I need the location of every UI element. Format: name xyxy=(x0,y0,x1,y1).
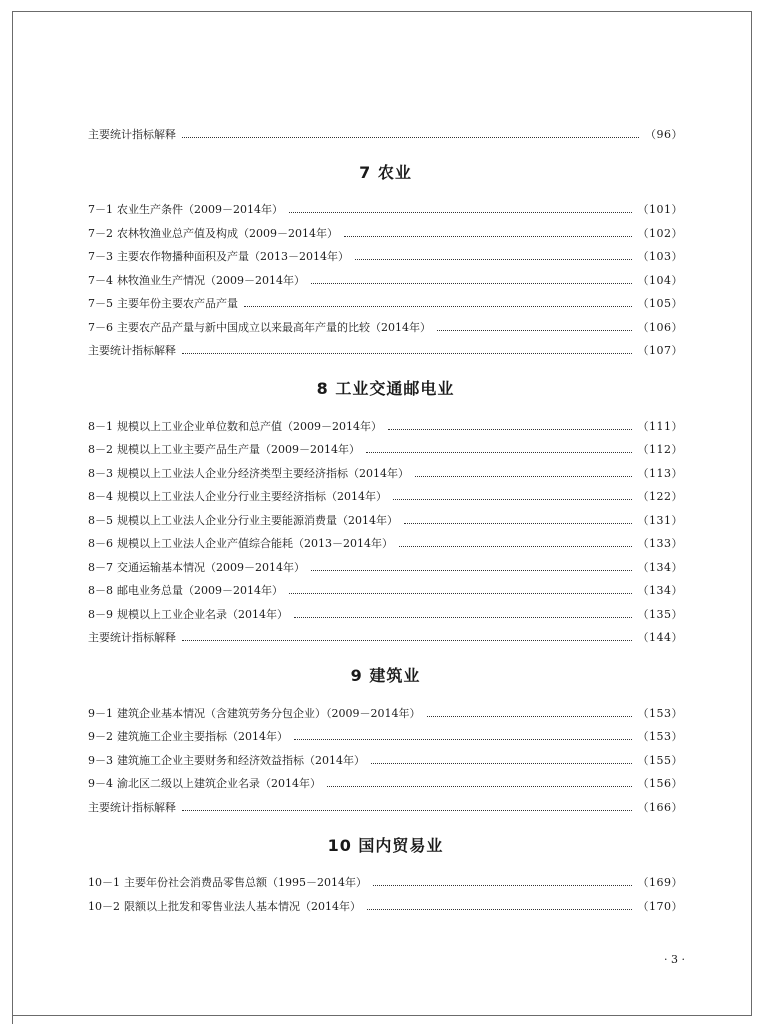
dot-leader xyxy=(427,716,632,717)
toc-entry-page: （112） xyxy=(637,443,683,456)
dot-leader xyxy=(182,810,632,811)
dot-leader xyxy=(311,283,632,284)
dot-leader xyxy=(182,640,632,641)
toc-entry[interactable] xyxy=(88,241,683,265)
toc-entry-text: 规模以上工业法人企业分行业主要能源消费量（2014年） xyxy=(117,513,398,527)
toc-entry-text: 交通运输基本情况（2009－2014年） xyxy=(117,560,305,574)
toc-entry-title xyxy=(88,777,321,791)
dot-leader xyxy=(367,909,632,910)
dot-leader xyxy=(294,739,632,740)
toc-entry-text: 主要农产品产量与新中国成立以来最高年产量的比较（2014年） xyxy=(117,320,431,334)
toc-entry-text: 农林牧渔业总产值及构成（2009－2014年） xyxy=(117,226,338,240)
section-heading: 10 国内贸易业 xyxy=(327,835,444,855)
dot-leader xyxy=(399,546,632,547)
toc-entry-title xyxy=(88,900,361,914)
toc-entry-text: 主要统计指标解释 xyxy=(88,631,176,644)
dot-leader xyxy=(393,499,632,500)
toc-entry-title xyxy=(88,443,360,457)
toc-entry[interactable] xyxy=(88,288,683,312)
toc-entry-text: 规模以上工业主要产品生产量（2009－2014年） xyxy=(117,443,360,456)
toc-entry-page: （133） xyxy=(637,537,683,550)
toc-entry-text: 渝北区二级以上建筑企业名录（2014年） xyxy=(117,777,321,790)
toc-entry-number: 8－6 xyxy=(88,537,113,550)
toc-entry[interactable] xyxy=(88,575,683,599)
toc-entry-title xyxy=(88,344,176,358)
toc-entry-number: 7－3 xyxy=(88,250,113,263)
page-frame-bottom xyxy=(12,1015,752,1016)
dot-leader xyxy=(289,593,632,594)
toc-entry-number: 8－7 xyxy=(88,560,113,574)
dot-leader xyxy=(404,523,632,524)
toc-entry-title xyxy=(88,467,409,481)
toc-entry-title xyxy=(88,297,238,311)
toc-entry[interactable] xyxy=(88,697,683,721)
toc-entry-text: 建筑企业基本情况（含建筑劳务分包企业）（2009－2014年） xyxy=(117,706,421,720)
toc-entry-text: 建筑施工企业主要财务和经济效益指标（2014年） xyxy=(117,753,365,767)
toc-entry-number: 8－2 xyxy=(88,443,113,456)
toc-entry-page: （153） xyxy=(637,730,683,743)
toc-entry[interactable] xyxy=(88,528,683,552)
toc-entry-number: 7－6 xyxy=(88,320,113,334)
toc-entry-page: （169） xyxy=(637,876,683,889)
toc-entry-page: （96） xyxy=(645,127,683,141)
toc-entry[interactable] xyxy=(88,551,683,575)
dot-leader xyxy=(294,617,632,618)
toc-entry-title xyxy=(88,561,305,575)
toc-entry-page: （134） xyxy=(637,560,683,574)
toc-entry-title xyxy=(88,801,176,815)
toc-entry-title xyxy=(88,227,338,241)
toc-entry[interactable] xyxy=(88,504,683,528)
toc-entry-title xyxy=(88,537,393,551)
toc-entry-number: 9－4 xyxy=(88,777,113,790)
toc-entry-text: 主要农作物播种面积及产量（2013－2014年） xyxy=(117,250,349,263)
toc-entry-title xyxy=(88,420,382,434)
toc-entry-number: 8－4 xyxy=(88,490,113,503)
dot-leader xyxy=(182,353,632,354)
section-heading: 9 建筑业 xyxy=(350,666,421,685)
toc-entry-title: 主要统计指标解释 xyxy=(88,127,176,141)
page-frame-top xyxy=(12,11,752,12)
toc-entry-text: 规模以上工业法人企业产值综合能耗（2013－2014年） xyxy=(117,537,393,550)
toc-entry-number: 10－2 xyxy=(88,899,120,913)
dot-leader xyxy=(437,330,632,331)
toc-entry-page: （170） xyxy=(637,899,683,913)
toc-entry-title xyxy=(88,730,288,744)
toc-entry-number: 8－9 xyxy=(88,607,113,621)
section-heading: 8 工业交通邮电业 xyxy=(316,379,455,398)
toc-entry[interactable] xyxy=(88,118,683,142)
toc-entry-page: （104） xyxy=(637,273,683,287)
page-frame-left xyxy=(12,11,13,1024)
toc-entry-number: 7－4 xyxy=(88,273,113,287)
toc-entry-text: 规模以上工业法人企业分经济类型主要经济指标（2014年） xyxy=(117,466,409,480)
toc-entry-number: 7－2 xyxy=(88,226,113,240)
toc-entry-page: （156） xyxy=(637,777,683,790)
toc-entry[interactable] xyxy=(88,264,683,288)
toc-entry[interactable] xyxy=(88,434,683,458)
toc-entry-title xyxy=(88,490,387,504)
toc-entry-page: （111） xyxy=(637,419,683,433)
toc-entry-page: （113） xyxy=(637,466,683,480)
toc-entry-title xyxy=(88,754,365,768)
toc-entry-number: 9－2 xyxy=(88,730,113,743)
toc-entry-title xyxy=(88,584,283,598)
toc-sections xyxy=(88,162,683,914)
toc-entry-title xyxy=(88,250,349,264)
dot-leader xyxy=(373,885,632,886)
toc-entry[interactable] xyxy=(88,311,683,335)
dot-leader xyxy=(311,570,632,571)
toc-entry-number: 8－1 xyxy=(88,419,113,433)
toc-entry-title xyxy=(88,608,288,622)
dot-leader xyxy=(244,306,632,307)
dot-leader xyxy=(327,786,632,787)
toc-entry-text: 林牧渔业生产情况（2009－2014年） xyxy=(117,273,305,287)
toc-entry-page: （105） xyxy=(637,297,683,310)
toc-entry[interactable] xyxy=(88,217,683,241)
toc-entry-page: （134） xyxy=(637,584,683,597)
dot-leader xyxy=(182,137,639,138)
dot-leader xyxy=(366,452,632,453)
toc-entry-text: 主要统计指标解释 xyxy=(88,344,176,357)
toc-entry-page: （135） xyxy=(637,607,683,621)
dot-leader xyxy=(415,476,632,477)
toc-entry-text: 建筑施工企业主要指标（2014年） xyxy=(117,730,288,743)
toc-entry[interactable] xyxy=(88,598,683,622)
toc-entry-number: 7－1 xyxy=(88,203,113,216)
toc-entry-title xyxy=(88,876,367,890)
toc-entry[interactable] xyxy=(88,481,683,505)
toc-entry-number: 9－1 xyxy=(88,706,113,720)
dot-leader xyxy=(371,763,632,764)
toc-entry-text: 规模以上工业企业单位数和总产值（2009－2014年） xyxy=(117,419,382,433)
dot-leader xyxy=(344,236,632,237)
toc-entry-page: （131） xyxy=(637,513,683,527)
toc-entry-title xyxy=(88,321,431,335)
page-frame-right xyxy=(751,11,752,1016)
toc-entry[interactable] xyxy=(88,721,683,745)
toc-entry-number: 9－3 xyxy=(88,753,113,767)
table-of-contents xyxy=(88,118,683,914)
toc-entry-page: （144） xyxy=(637,631,683,644)
toc-entry-page: （101） xyxy=(637,203,683,216)
section-heading: 7 农业 xyxy=(359,162,412,182)
toc-entry-page: （122） xyxy=(637,490,683,503)
toc-entry-page: （103） xyxy=(637,250,683,263)
toc-entry-number: 8－3 xyxy=(88,466,113,480)
toc-entry[interactable] xyxy=(88,768,683,792)
toc-entry-text: 限额以上批发和零售业法人基本情况（2014年） xyxy=(124,899,361,913)
toc-entry[interactable] xyxy=(88,744,683,768)
toc-entry-page: （107） xyxy=(637,344,683,357)
toc-entry-text: 主要统计指标解释 xyxy=(88,800,176,814)
toc-entry-page: （166） xyxy=(637,800,683,814)
toc-entry-number: 8－5 xyxy=(88,513,113,527)
toc-entry-title xyxy=(88,631,176,645)
page-number: · 3 · xyxy=(664,953,685,966)
toc-entry[interactable] xyxy=(88,194,683,218)
toc-entry-title xyxy=(88,274,305,288)
toc-entry-text: 主要年份主要农产品产量 xyxy=(117,297,238,310)
toc-entry[interactable] xyxy=(88,867,683,891)
dot-leader xyxy=(388,429,632,430)
dot-leader xyxy=(355,259,632,260)
toc-entry[interactable] xyxy=(88,410,683,434)
toc-entry-number: 10－1 xyxy=(88,876,120,889)
toc-entry-page: （153） xyxy=(637,706,683,720)
toc-entry-title xyxy=(88,707,421,721)
toc-entry[interactable] xyxy=(88,890,683,914)
toc-entry-text: 规模以上工业企业名录（2014年） xyxy=(117,607,288,621)
toc-entry[interactable] xyxy=(88,622,683,646)
toc-entry-text: 邮电业务总量（2009－2014年） xyxy=(117,584,283,597)
toc-entry-title xyxy=(88,203,283,217)
toc-entry-text: 农业生产条件（2009－2014年） xyxy=(117,203,283,216)
toc-entry-page: （155） xyxy=(637,753,683,767)
toc-entry[interactable] xyxy=(88,791,683,815)
toc-entry-title xyxy=(88,514,398,528)
toc-entry[interactable] xyxy=(88,457,683,481)
toc-entry-page: （106） xyxy=(637,320,683,334)
toc-entry-number: 8－8 xyxy=(88,584,113,597)
dot-leader xyxy=(289,212,632,213)
toc-entry-page: （102） xyxy=(637,226,683,240)
toc-entry-number: 7－5 xyxy=(88,297,113,310)
toc-entry-text: 主要年份社会消费品零售总额（1995－2014年） xyxy=(124,876,367,889)
toc-entry-text: 规模以上工业法人企业分行业主要经济指标（2014年） xyxy=(117,490,387,503)
toc-entry[interactable] xyxy=(88,335,683,359)
